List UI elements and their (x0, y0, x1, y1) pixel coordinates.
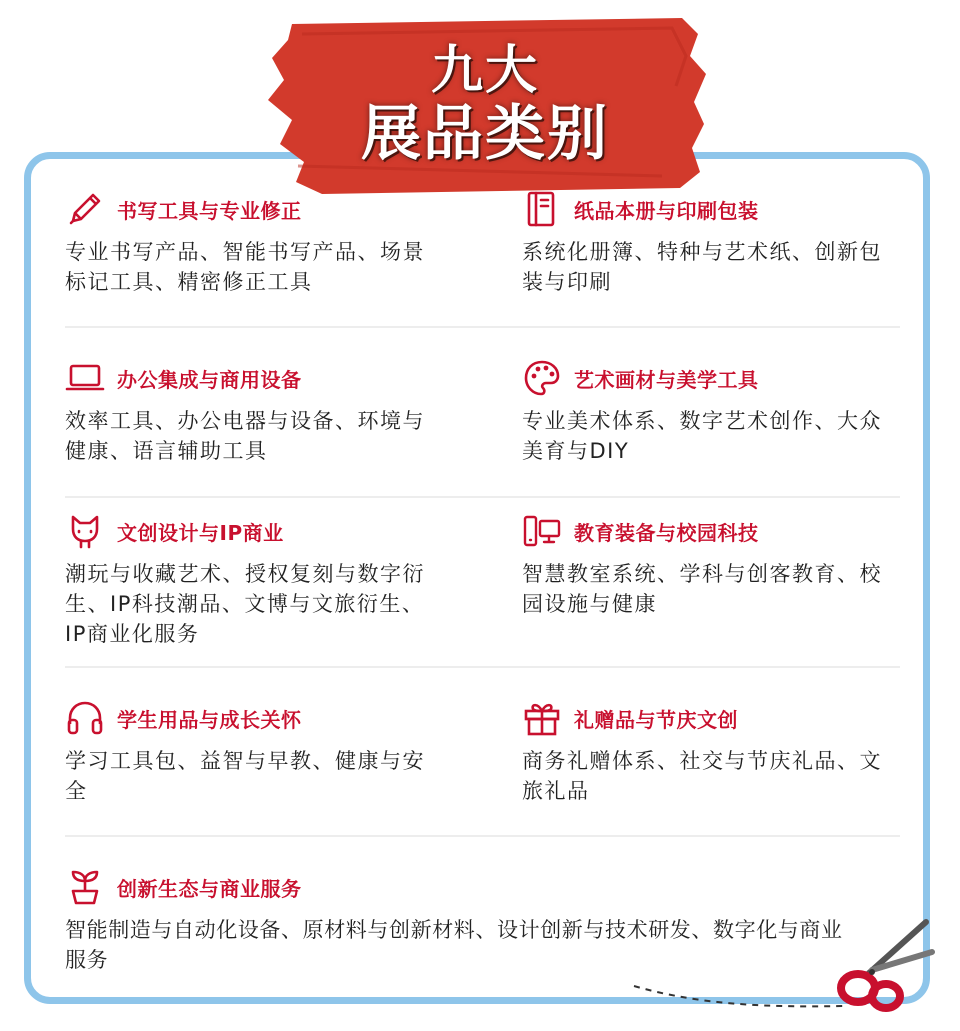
palette-icon (522, 358, 562, 398)
description-line: 专业书写产品、智能书写产品、场景 (65, 240, 425, 264)
category-item-education (522, 511, 912, 619)
description-line: 健康、语言辅助工具 (65, 439, 268, 463)
headphones-icon (65, 698, 105, 738)
devices-icon (522, 511, 562, 551)
category-description (522, 559, 912, 619)
pencil-icon (65, 189, 105, 229)
category-title: 礼赠品与节庆文创 (574, 707, 738, 732)
category-title: 艺术画材与美学工具 (574, 367, 759, 392)
description-line: 学习工具包、益智与早教、健康与安 (65, 749, 425, 773)
category-title: 教育装备与校园科技 (574, 520, 759, 545)
description-line: 智能制造与自动化设备、原材料与创新材料、设计创新与技术研发、数字化与商业 (65, 918, 843, 942)
category-description (522, 406, 912, 466)
sprout-icon (65, 867, 105, 907)
description-line: 旅礼品 (522, 779, 590, 803)
row-divider (65, 666, 900, 668)
description-line: 潮玩与收藏艺术、授权复刻与数字衍 (65, 562, 425, 586)
category-description (65, 915, 910, 975)
description-line: 生、IP科技潮品、文博与文旅衍生、 (65, 592, 425, 616)
category-item-writing (65, 189, 465, 297)
category-title: 纸品本册与印刷包装 (574, 198, 759, 223)
laptop-icon (65, 358, 105, 398)
description-line: 服务 (65, 948, 109, 972)
dashed-cut-line (630, 982, 850, 1012)
banner (262, 16, 708, 194)
gift-icon (522, 698, 562, 738)
banner-title-line1: 九大 (430, 41, 539, 102)
category-item-office (65, 358, 465, 466)
category-description (522, 237, 912, 297)
category-description (65, 406, 465, 466)
category-item-art (522, 358, 912, 466)
description-line: 标记工具、精密修正工具 (65, 270, 313, 294)
category-description (65, 237, 465, 297)
category-item-gifts (522, 698, 912, 806)
description-line: 专业美术体系、数字艺术创作、大众 (522, 409, 882, 433)
row-divider (65, 326, 900, 328)
category-item-student (65, 698, 465, 806)
description-line: 效率工具、办公电器与设备、环境与 (65, 409, 425, 433)
scissors-icon (828, 912, 938, 1012)
description-line: IP商业化服务 (65, 622, 200, 646)
row-divider (65, 496, 900, 498)
category-item-paper (522, 189, 912, 297)
description-line: 美育与DIY (522, 439, 630, 463)
description-line: 全 (65, 779, 88, 803)
category-title: 创新生态与商业服务 (117, 876, 302, 901)
category-description (522, 746, 912, 806)
description-line: 智慧教室系统、学科与创客教育、校 (522, 562, 882, 586)
category-description (65, 746, 465, 806)
category-description (65, 559, 485, 649)
category-title: 文创设计与IP商业 (117, 520, 284, 545)
category-title: 学生用品与成长关怀 (117, 707, 302, 732)
category-title: 办公集成与商用设备 (117, 367, 302, 392)
cat-mascot-icon (65, 511, 105, 551)
notebook-icon (522, 189, 562, 229)
category-title: 书写工具与专业修正 (117, 198, 302, 223)
row-divider (65, 835, 900, 837)
description-line: 装与印刷 (522, 270, 612, 294)
description-line: 商务礼赠体系、社交与节庆礼品、文 (522, 749, 882, 773)
category-item-creative-ip (65, 511, 485, 649)
banner-title-line2: 展品类别 (361, 98, 609, 169)
description-line: 园设施与健康 (522, 592, 657, 616)
description-line: 系统化册簿、特种与艺术纸、创新包 (522, 240, 882, 264)
category-item-innovation (65, 867, 910, 975)
